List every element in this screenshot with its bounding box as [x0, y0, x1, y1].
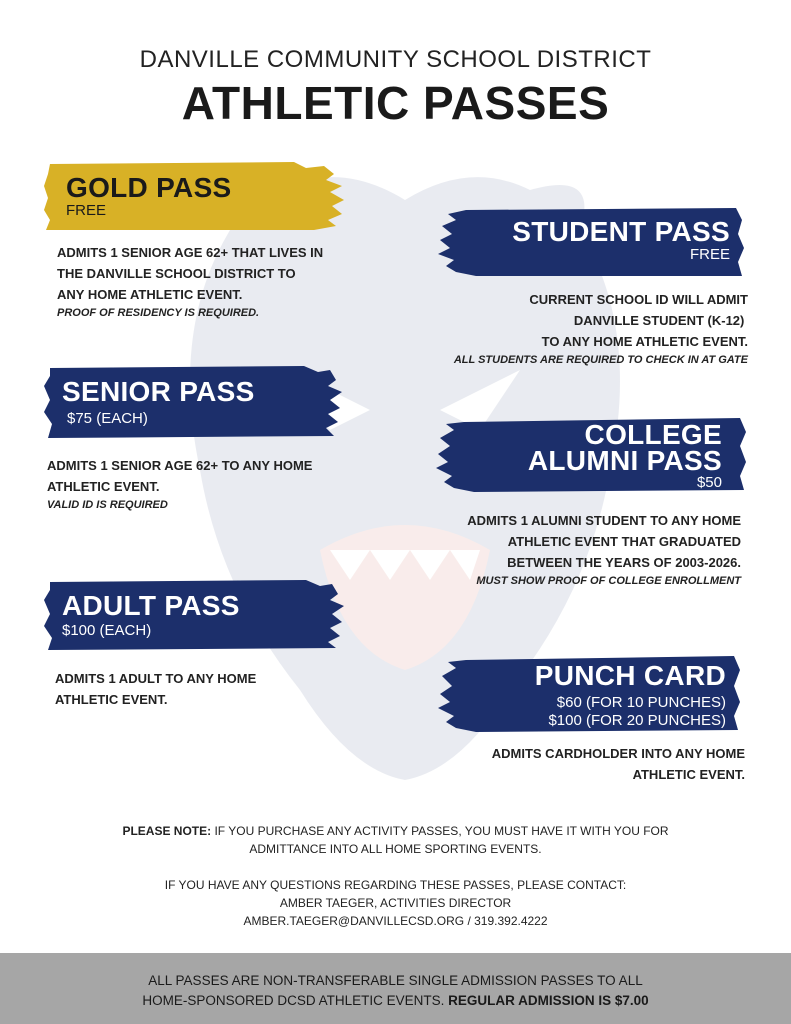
notice-label: PLEASE NOTE: [122, 824, 212, 838]
page-title: ATHLETIC PASSES [181, 77, 610, 129]
student-pass-price: FREE [689, 246, 730, 263]
student-pass-note: ALL STUDENTS ARE REQUIRED TO CHECK IN AT GATE [453, 354, 748, 366]
contact-person: AMBER TAEGER, ACTIVITIES DIRECTOR [279, 896, 512, 910]
senior-pass-banner [44, 364, 342, 440]
senior-pass-description: ADMITS 1 SENIOR AGE 62+ TO ANY HOME ATHLETIC EVENT. VALID ID IS REQUIRED [47, 455, 377, 513]
alumni-pass-title-line1: COLLEGE [584, 419, 722, 450]
alumni-pass-description: ADMITS 1 ALUMNI STUDENT TO ANY HOME ATHLETIC EVENT THAT GRADUATED BETWEEN THE YEARS OF 2003-2026. MUST SHOW PROOF OF COLLEGE ENROLLMENT [400, 510, 741, 589]
alumni-pass-banner [434, 416, 748, 494]
alumni-pass-title-line2: ALUMNI PASS [527, 445, 722, 476]
adult-pass-description: ADMITS 1 ADULT TO ANY HOME ATHLETIC EVENT. [55, 671, 257, 707]
alumni-pass-price: $50 [696, 474, 722, 491]
alumni-pass-note: MUST SHOW PROOF OF COLLEGE ENROLLMENT [476, 575, 741, 587]
purchase-notice: PLEASE NOTE: IF YOU PURCHASE ANY ACTIVITY PASSES, YOU MUST HAVE IT WITH YOU FOR ADMITTANCE INTO ALL HOME SPORTING EVENTS. [122, 824, 669, 856]
gold-pass-banner [44, 160, 344, 232]
punch-card-price-10: $60 (FOR 10 PUNCHES) [556, 694, 726, 711]
adult-pass-price: $100 (EACH) [62, 622, 152, 639]
student-pass-description: CURRENT SCHOOL ID WILL ADMIT DANVILLE STUDENT (K-12) TO ANY HOME ATHLETIC EVENT. ALL STUDENTS ARE REQUIRED TO CHECK IN AT GATE [390, 289, 748, 368]
punch-card-price-20: $100 (FOR 20 PUNCHES) [548, 712, 726, 729]
senior-pass-note: VALID ID IS REQUIRED [47, 499, 168, 511]
punch-card-title: PUNCH CARD [534, 660, 726, 691]
district-name: DANVILLE COMMUNITY SCHOOL DISTRICT [139, 46, 652, 73]
gold-pass-price: FREE [66, 202, 107, 219]
senior-pass-price: $75 (EACH) [67, 410, 148, 427]
student-pass-banner [436, 206, 746, 278]
footer-text: ALL PASSES ARE NON-TRANSFERABLE SINGLE ADMISSION PASSES TO ALL HOME-SPONSORED DCSD ATHLETIC EVENTS. REGULAR ADMISSION IS $7.00 [142, 973, 649, 1008]
adult-pass-banner [44, 578, 344, 652]
gold-pass-note: PROOF OF RESIDENCY IS REQUIRED. [57, 307, 260, 319]
gold-pass-title: GOLD PASS [66, 172, 232, 203]
punch-card-banner [436, 654, 740, 734]
senior-pass-title: SENIOR PASS [62, 376, 255, 407]
footer-bar [0, 953, 791, 1024]
contact-info: IF YOU HAVE ANY QUESTIONS REGARDING THESE PASSES, PLEASE CONTACT: AMBER TAEGER, ACTIVITIES DIRECTOR AMBER.TAEGER@DANVILLECSD.ORG / 319.392.4222 [164, 878, 627, 928]
punch-card-description: ADMITS CARDHOLDER INTO ANY HOME ATHLETIC EVENT. [491, 746, 745, 782]
adult-pass-title: ADULT PASS [62, 590, 240, 621]
regular-admission-price: REGULAR ADMISSION IS $7.00 [448, 993, 649, 1008]
student-pass-title: STUDENT PASS [512, 216, 730, 247]
contact-email-phone: AMBER.TAEGER@DANVILLECSD.ORG / 319.392.4222 [243, 914, 548, 928]
gold-pass-description: ADMITS 1 SENIOR AGE 62+ THAT LIVES IN THE DANVILLE SCHOOL DISTRICT TO ANY HOME ATHLETIC EVENT. PROOF OF RESIDENCY IS REQUIRED. [57, 242, 377, 321]
